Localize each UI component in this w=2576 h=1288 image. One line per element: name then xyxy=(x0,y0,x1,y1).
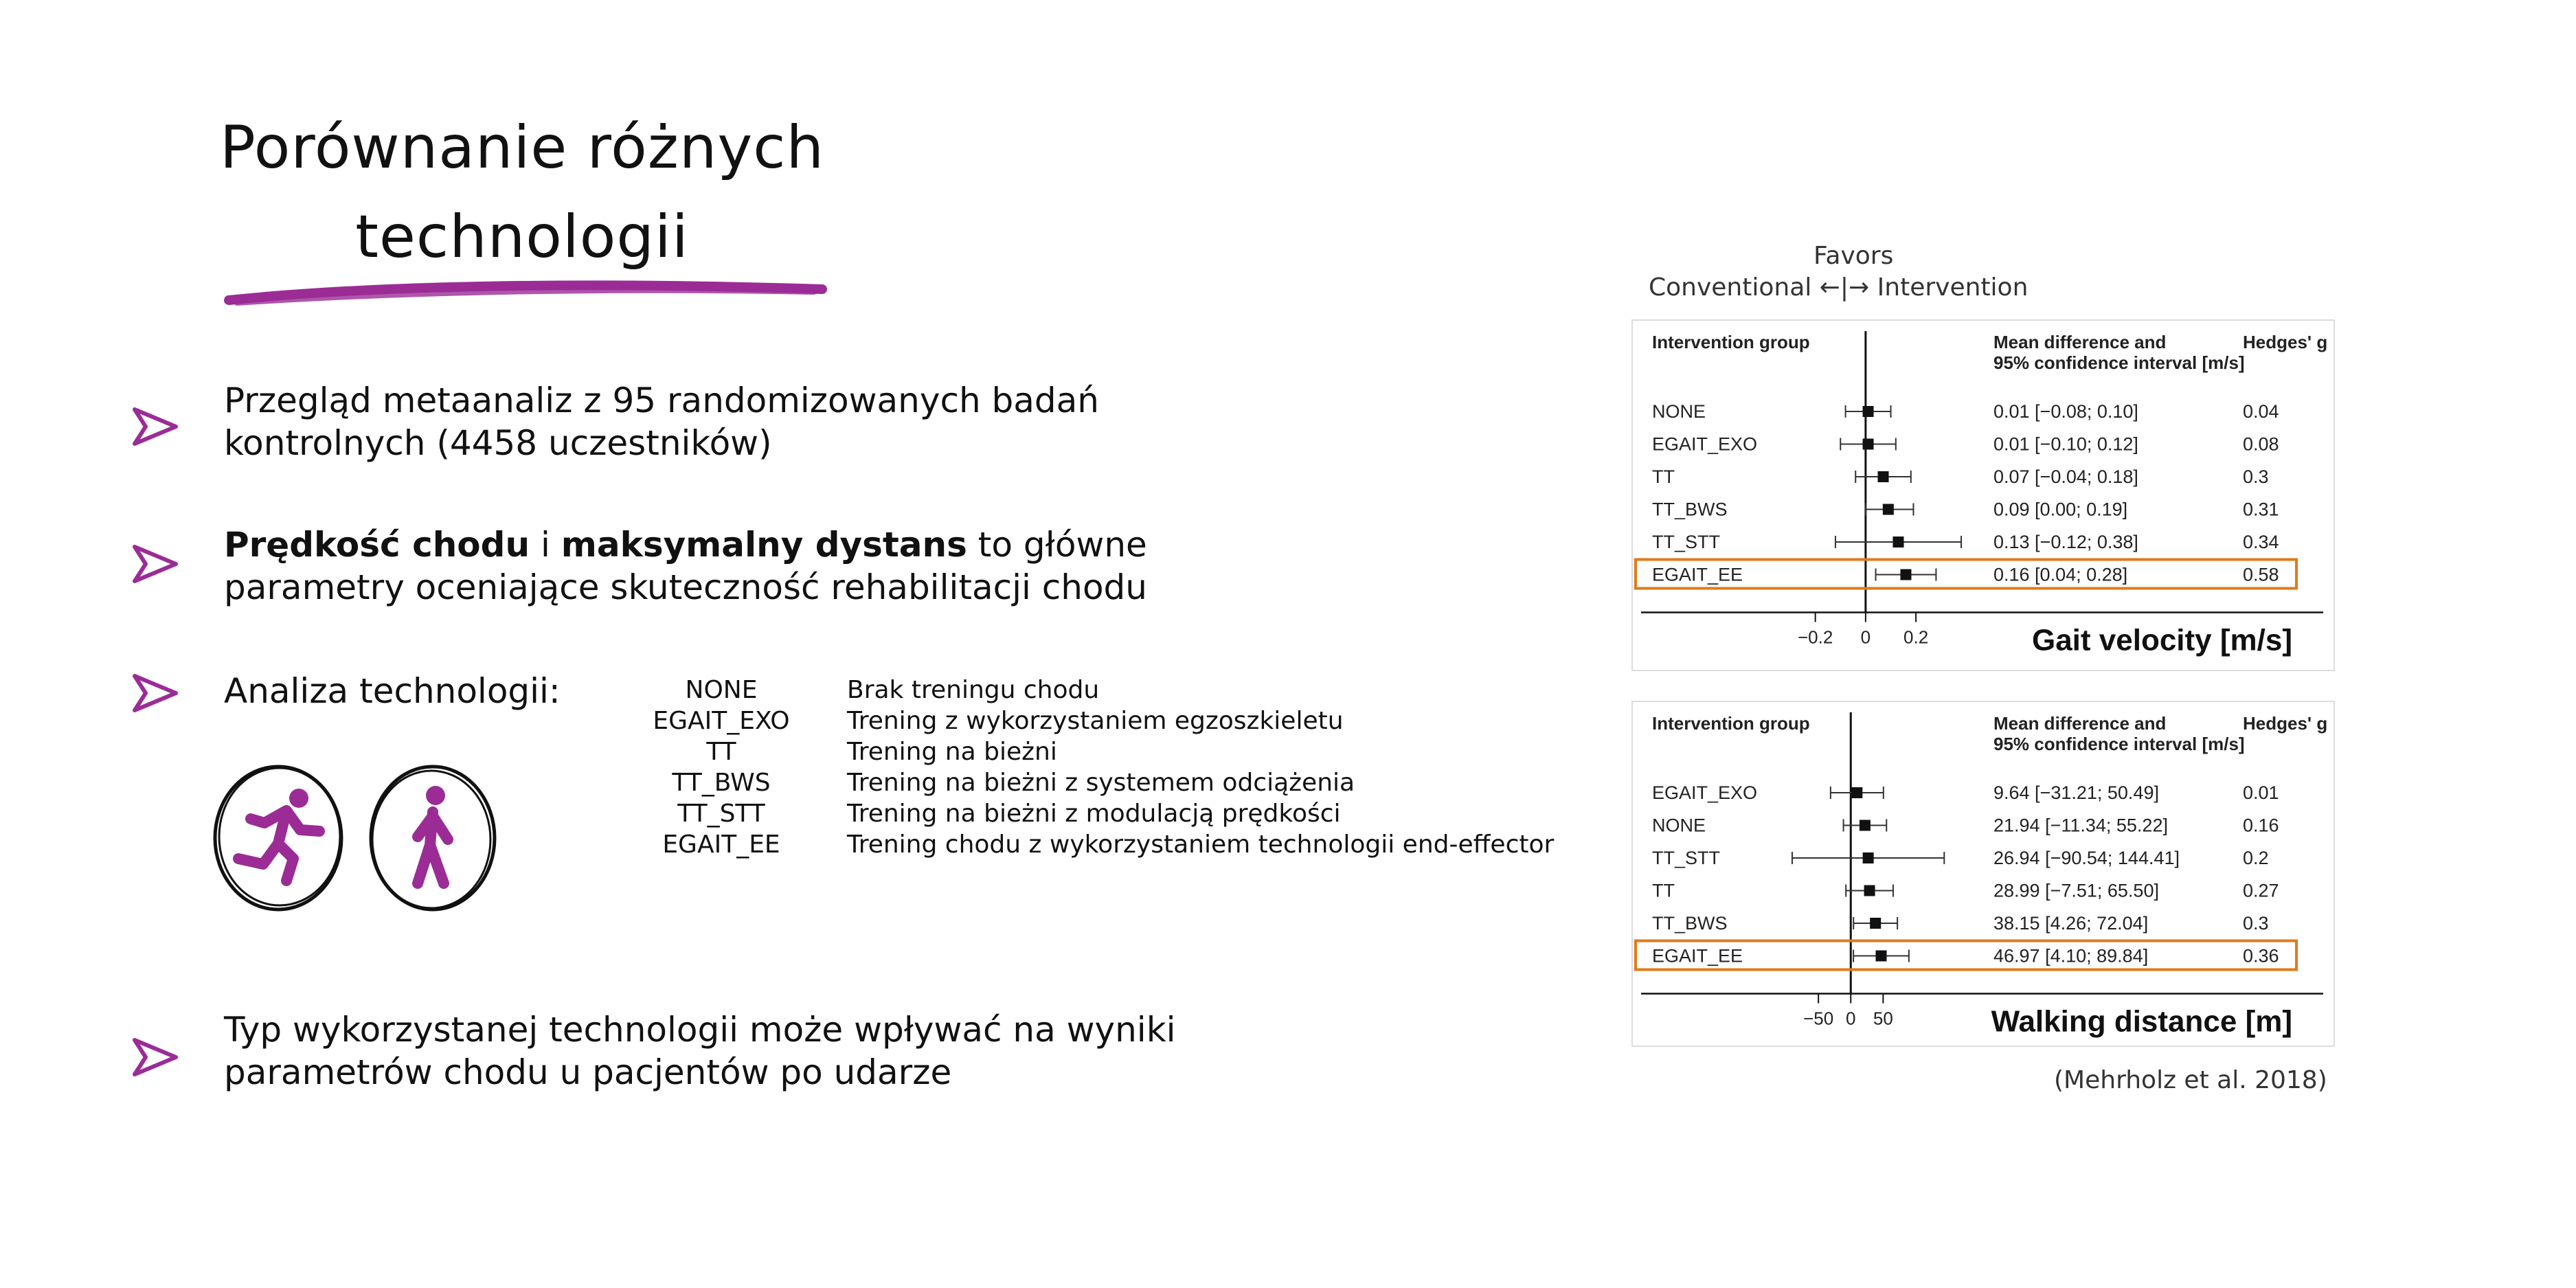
hedges-g-value: 0.16 xyxy=(2243,815,2279,836)
running-person-icon xyxy=(210,762,347,914)
row-label: EGAIT_EXO xyxy=(1652,782,1758,803)
row-label: NONE xyxy=(1652,401,1706,422)
md-ci-value: 28.99 [−7.51; 65.50] xyxy=(1993,880,2159,901)
point-estimate xyxy=(1893,536,1903,547)
row-label: TT_STT xyxy=(1652,848,1720,868)
row-label: TT_STT xyxy=(1652,532,1720,552)
chart-title: Gait velocity [m/s] xyxy=(2031,623,2292,657)
point-estimate xyxy=(1875,951,1886,962)
hedges-g-value: 0.3 xyxy=(2243,466,2269,487)
point-estimate xyxy=(1870,918,1881,929)
forest-plot-walking-distance xyxy=(1631,701,2335,1047)
point-estimate xyxy=(1900,569,1911,580)
x-tick-label: 0 xyxy=(1860,626,1871,648)
x-tick-label: −0.2 xyxy=(1797,626,1833,648)
bullet-main-parameters: Prędkość chodu i maksymalny dystans to główne parametry oceniające skuteczność rehabilitacji chodu xyxy=(224,525,1147,607)
divider: | xyxy=(1840,273,1849,302)
point-estimate xyxy=(1863,852,1874,863)
row-label: TT xyxy=(1652,880,1675,901)
hedges-g-value: 0.01 xyxy=(2243,782,2279,803)
favors-direction: Conventional ←|→ Intervention xyxy=(1649,273,2029,302)
arrow-bullet-icon xyxy=(131,1036,180,1078)
md-ci-value: 9.64 [−31.21; 50.49] xyxy=(1993,782,2159,803)
forest-plot-gait-velocity xyxy=(1631,319,2335,671)
row-label: TT_BWS xyxy=(1652,913,1728,934)
md-ci-value: 0.01 [−0.10; 0.12] xyxy=(1993,433,2138,455)
slide-title-line1: Porównanie różnych xyxy=(219,113,825,182)
column-header: 95% confidence interval [m/s] xyxy=(1993,352,2245,373)
column-header: Hedges' g xyxy=(2243,713,2328,734)
bullet-meta-analysis: Przegląd metaanaliz z 95 randomizowanych badań kontrolnych (4458 uczestników) xyxy=(224,381,1099,463)
point-estimate xyxy=(1864,885,1875,896)
md-ci-value: 46.97 [4.10; 89.84] xyxy=(1993,945,2149,967)
column-header: Mean difference and xyxy=(1993,713,2167,734)
arrow-bullet-icon xyxy=(131,672,180,714)
md-ci-value: 38.15 [4.26; 72.04] xyxy=(1993,913,2149,934)
row-label: EGAIT_EE xyxy=(1652,564,1743,585)
row-label: EGAIT_EXO xyxy=(1652,433,1758,455)
point-estimate xyxy=(1863,439,1874,450)
hedges-g-value: 0.31 xyxy=(2243,499,2279,520)
point-estimate xyxy=(1863,406,1874,417)
column-header: Mean difference and xyxy=(1993,332,2167,352)
right-arrow-icon: → xyxy=(1849,273,1870,302)
row-label: EGAIT_EE xyxy=(1652,945,1743,967)
slide-title-line2: technologii xyxy=(355,203,689,271)
x-tick-label: 0 xyxy=(1846,1008,1856,1029)
favors-label: Favors xyxy=(1814,242,1894,270)
x-tick-label: 50 xyxy=(1873,1008,1893,1029)
walking-person-icon xyxy=(364,762,501,914)
bullet-conclusion: Typ wykorzystanej technologii może wpływać na wyniki parametrów chodu u pacjentów po udarze xyxy=(224,1010,1176,1092)
hedges-g-value: 0.58 xyxy=(2243,564,2279,585)
forest-plot-svg xyxy=(1633,321,2334,670)
bullet-technology-analysis: Analiza technologii: xyxy=(224,671,561,711)
hedges-g-value: 0.27 xyxy=(2243,880,2279,901)
citation: (Mehrholz et al. 2018) xyxy=(2054,1066,2327,1094)
forest-plot-svg xyxy=(1633,702,2334,1046)
md-ci-value: 0.01 [−0.08; 0.10] xyxy=(1993,401,2138,422)
md-ci-value: 0.16 [0.04; 0.28] xyxy=(1993,564,2128,585)
row-label: TT_BWS xyxy=(1652,499,1728,520)
md-ci-value: 26.94 [−90.54; 144.41] xyxy=(1993,848,2180,868)
hedges-g-value: 0.2 xyxy=(2243,848,2269,868)
row-label: NONE xyxy=(1652,815,1706,836)
point-estimate xyxy=(1883,504,1894,515)
arrow-bullet-icon xyxy=(131,405,180,448)
md-ci-value: 21.94 [−11.34; 55.22] xyxy=(1993,815,2168,836)
title-underline-brush xyxy=(223,271,828,313)
point-estimate xyxy=(1878,471,1889,482)
column-header: Hedges' g xyxy=(2243,332,2328,352)
point-estimate xyxy=(1860,820,1871,831)
slide-title xyxy=(165,103,879,282)
hedges-g-value: 0.08 xyxy=(2243,433,2279,455)
left-arrow-icon: ← xyxy=(1819,273,1840,302)
x-tick-label: 0.2 xyxy=(1903,626,1929,648)
md-ci-value: 0.09 [0.00; 0.19] xyxy=(1993,499,2128,520)
column-header: Intervention group xyxy=(1652,713,1810,734)
hedges-g-value: 0.34 xyxy=(2243,532,2279,552)
md-ci-value: 0.13 [−0.12; 0.38] xyxy=(1993,532,2138,552)
hedges-g-value: 0.36 xyxy=(2243,945,2279,967)
chart-title: Walking distance [m] xyxy=(1991,1004,2292,1039)
x-tick-label: −50 xyxy=(1803,1008,1834,1029)
point-estimate xyxy=(1851,787,1862,798)
arrow-bullet-icon xyxy=(131,543,180,585)
row-label: TT xyxy=(1652,466,1675,487)
hedges-g-value: 0.3 xyxy=(2243,913,2269,934)
column-header: Intervention group xyxy=(1652,332,1810,352)
md-ci-value: 0.07 [−0.04; 0.18] xyxy=(1993,466,2138,487)
column-header: 95% confidence interval [m/s] xyxy=(1993,734,2245,754)
hedges-g-value: 0.04 xyxy=(2243,401,2279,422)
